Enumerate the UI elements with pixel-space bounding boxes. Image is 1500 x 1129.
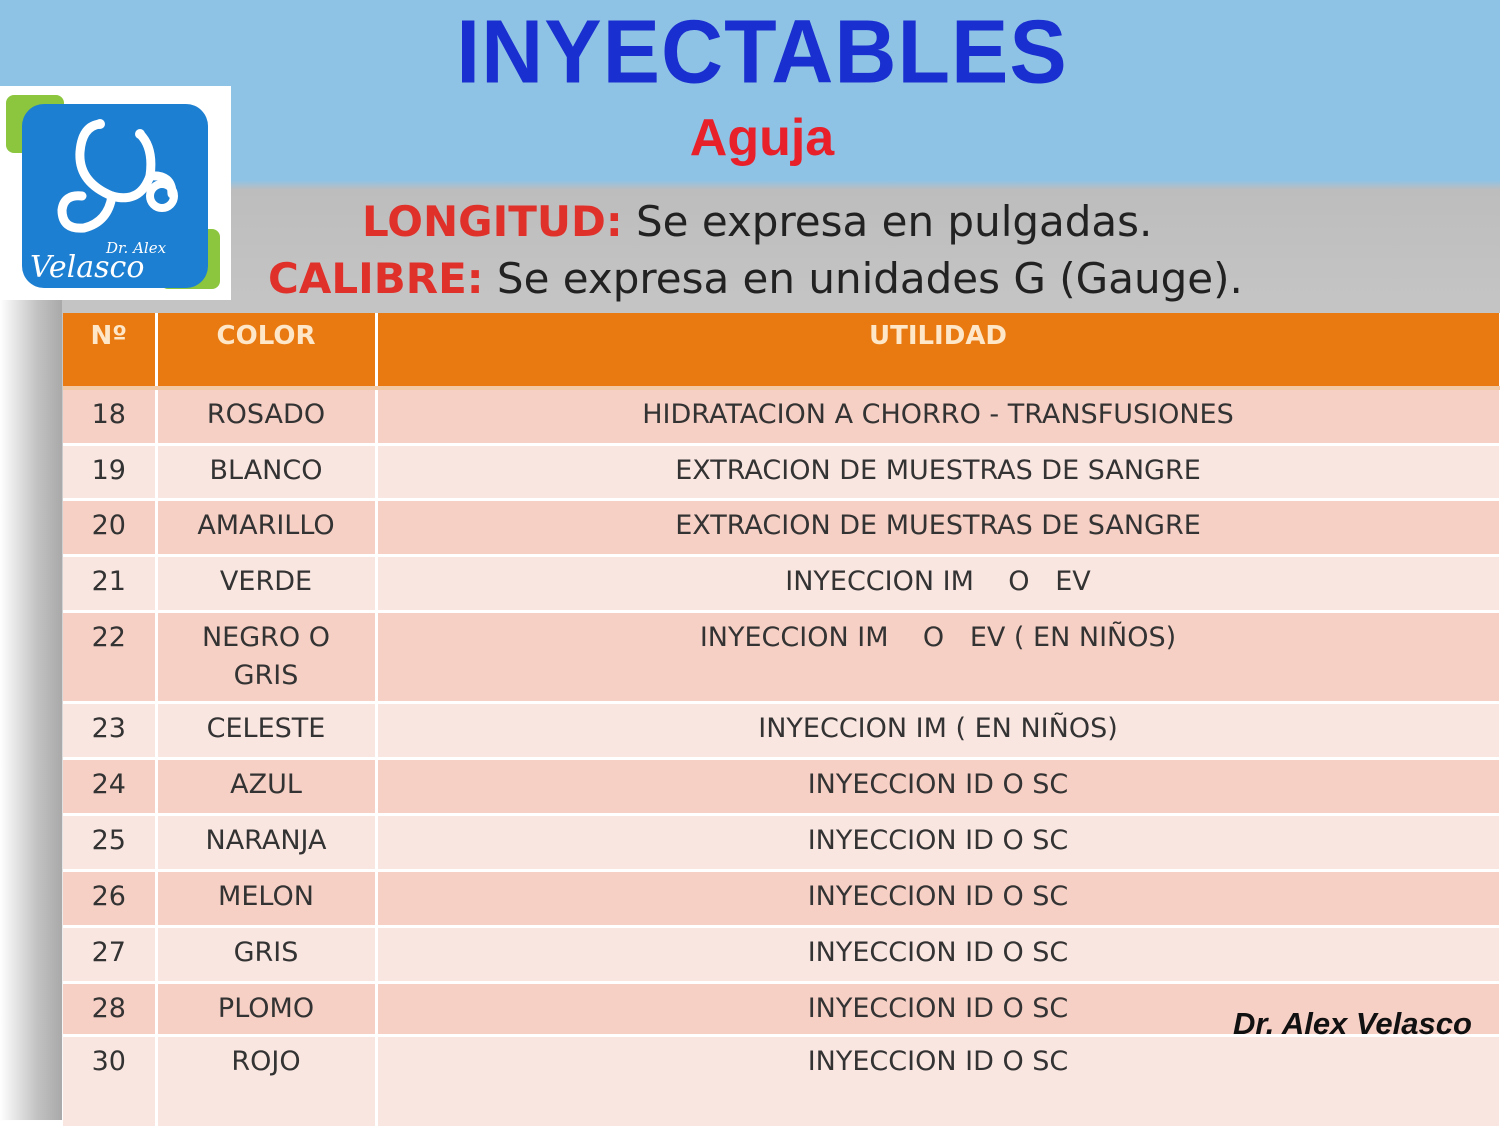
cell-number: 19 [63,444,156,499]
definition-text: Se expresa en pulgadas. [622,197,1153,246]
cell-color: ROJO [156,1035,376,1127]
table-header-row [63,313,1500,388]
logo [0,86,231,300]
cell-utility: INYECCION ID O SC [376,758,1500,814]
cell-utility: INYECCION ID O SC [376,870,1500,926]
cell-utility: INYECCION IM ( EN NIÑOS) [376,702,1500,758]
logo-small-text: Dr. Alex [106,239,167,257]
definition-calibre [268,254,1243,304]
header-number: Nº [63,313,156,388]
cell-color: BLANCO [156,444,376,499]
cell-number: 23 [63,702,156,758]
cell-color: PLOMO [156,982,376,1035]
author-signature: Dr. Alex Velasco [1233,1006,1472,1041]
definition-longitud [362,197,1152,247]
cell-color: NARANJA [156,814,376,870]
header-color: COLOR [156,313,376,388]
side-strip [0,300,62,1120]
cell-number: 30 [63,1035,156,1127]
cell-color: CELESTE [156,702,376,758]
table-row [63,388,1500,444]
logo-name: Velasco [30,250,145,285]
table-row [63,870,1500,926]
page-subtitle: Aguja [689,109,835,167]
table-row [63,814,1500,870]
definition-key: LONGITUD: [362,197,623,246]
cell-color: VERDE [156,555,376,611]
cell-utility: EXTRACION DE MUESTRAS DE SANGRE [376,499,1500,555]
cell-color: AMARILLO [156,499,376,555]
cell-color: NEGRO O GRIS [156,611,376,702]
cell-number: 26 [63,870,156,926]
cell-utility: INYECCION ID O SC [376,982,1500,1035]
table-row [63,499,1500,555]
logo-badge [22,104,208,288]
cell-utility: INYECCION ID O SC [376,1035,1500,1127]
cell-number: 21 [63,555,156,611]
cell-color: AZUL [156,758,376,814]
table-row [63,758,1500,814]
cell-number: 28 [63,982,156,1035]
cell-utility: EXTRACION DE MUESTRAS DE SANGRE [376,444,1500,499]
table-row [63,555,1500,611]
header-utility: UTILIDAD [376,313,1500,388]
cell-number: 22 [63,611,156,702]
cell-number: 18 [63,388,156,444]
cell-utility: INYECCION ID O SC [376,814,1500,870]
cell-utility: INYECCION ID O SC [376,926,1500,982]
cell-number: 25 [63,814,156,870]
cell-color: ROSADO [156,388,376,444]
definition-text: Se expresa en unidades G (Gauge). [483,254,1243,303]
cell-utility: INYECCION IM O EV ( EN NIÑOS) [376,611,1500,702]
cell-utility: HIDRATACION A CHORRO - TRANSFUSIONES [376,388,1500,444]
cell-number: 27 [63,926,156,982]
cell-number: 24 [63,758,156,814]
table-row [63,1035,1500,1127]
definition-key: CALIBRE: [268,254,484,303]
cell-color: MELON [156,870,376,926]
page-title: INYECTABLES [456,1,1068,103]
table-row [63,444,1500,499]
table-row [63,926,1500,982]
cell-number: 20 [63,499,156,555]
cell-color: GRIS [156,926,376,982]
table-row [63,611,1500,702]
cell-utility: INYECCION IM O EV [376,555,1500,611]
table-row [63,702,1500,758]
